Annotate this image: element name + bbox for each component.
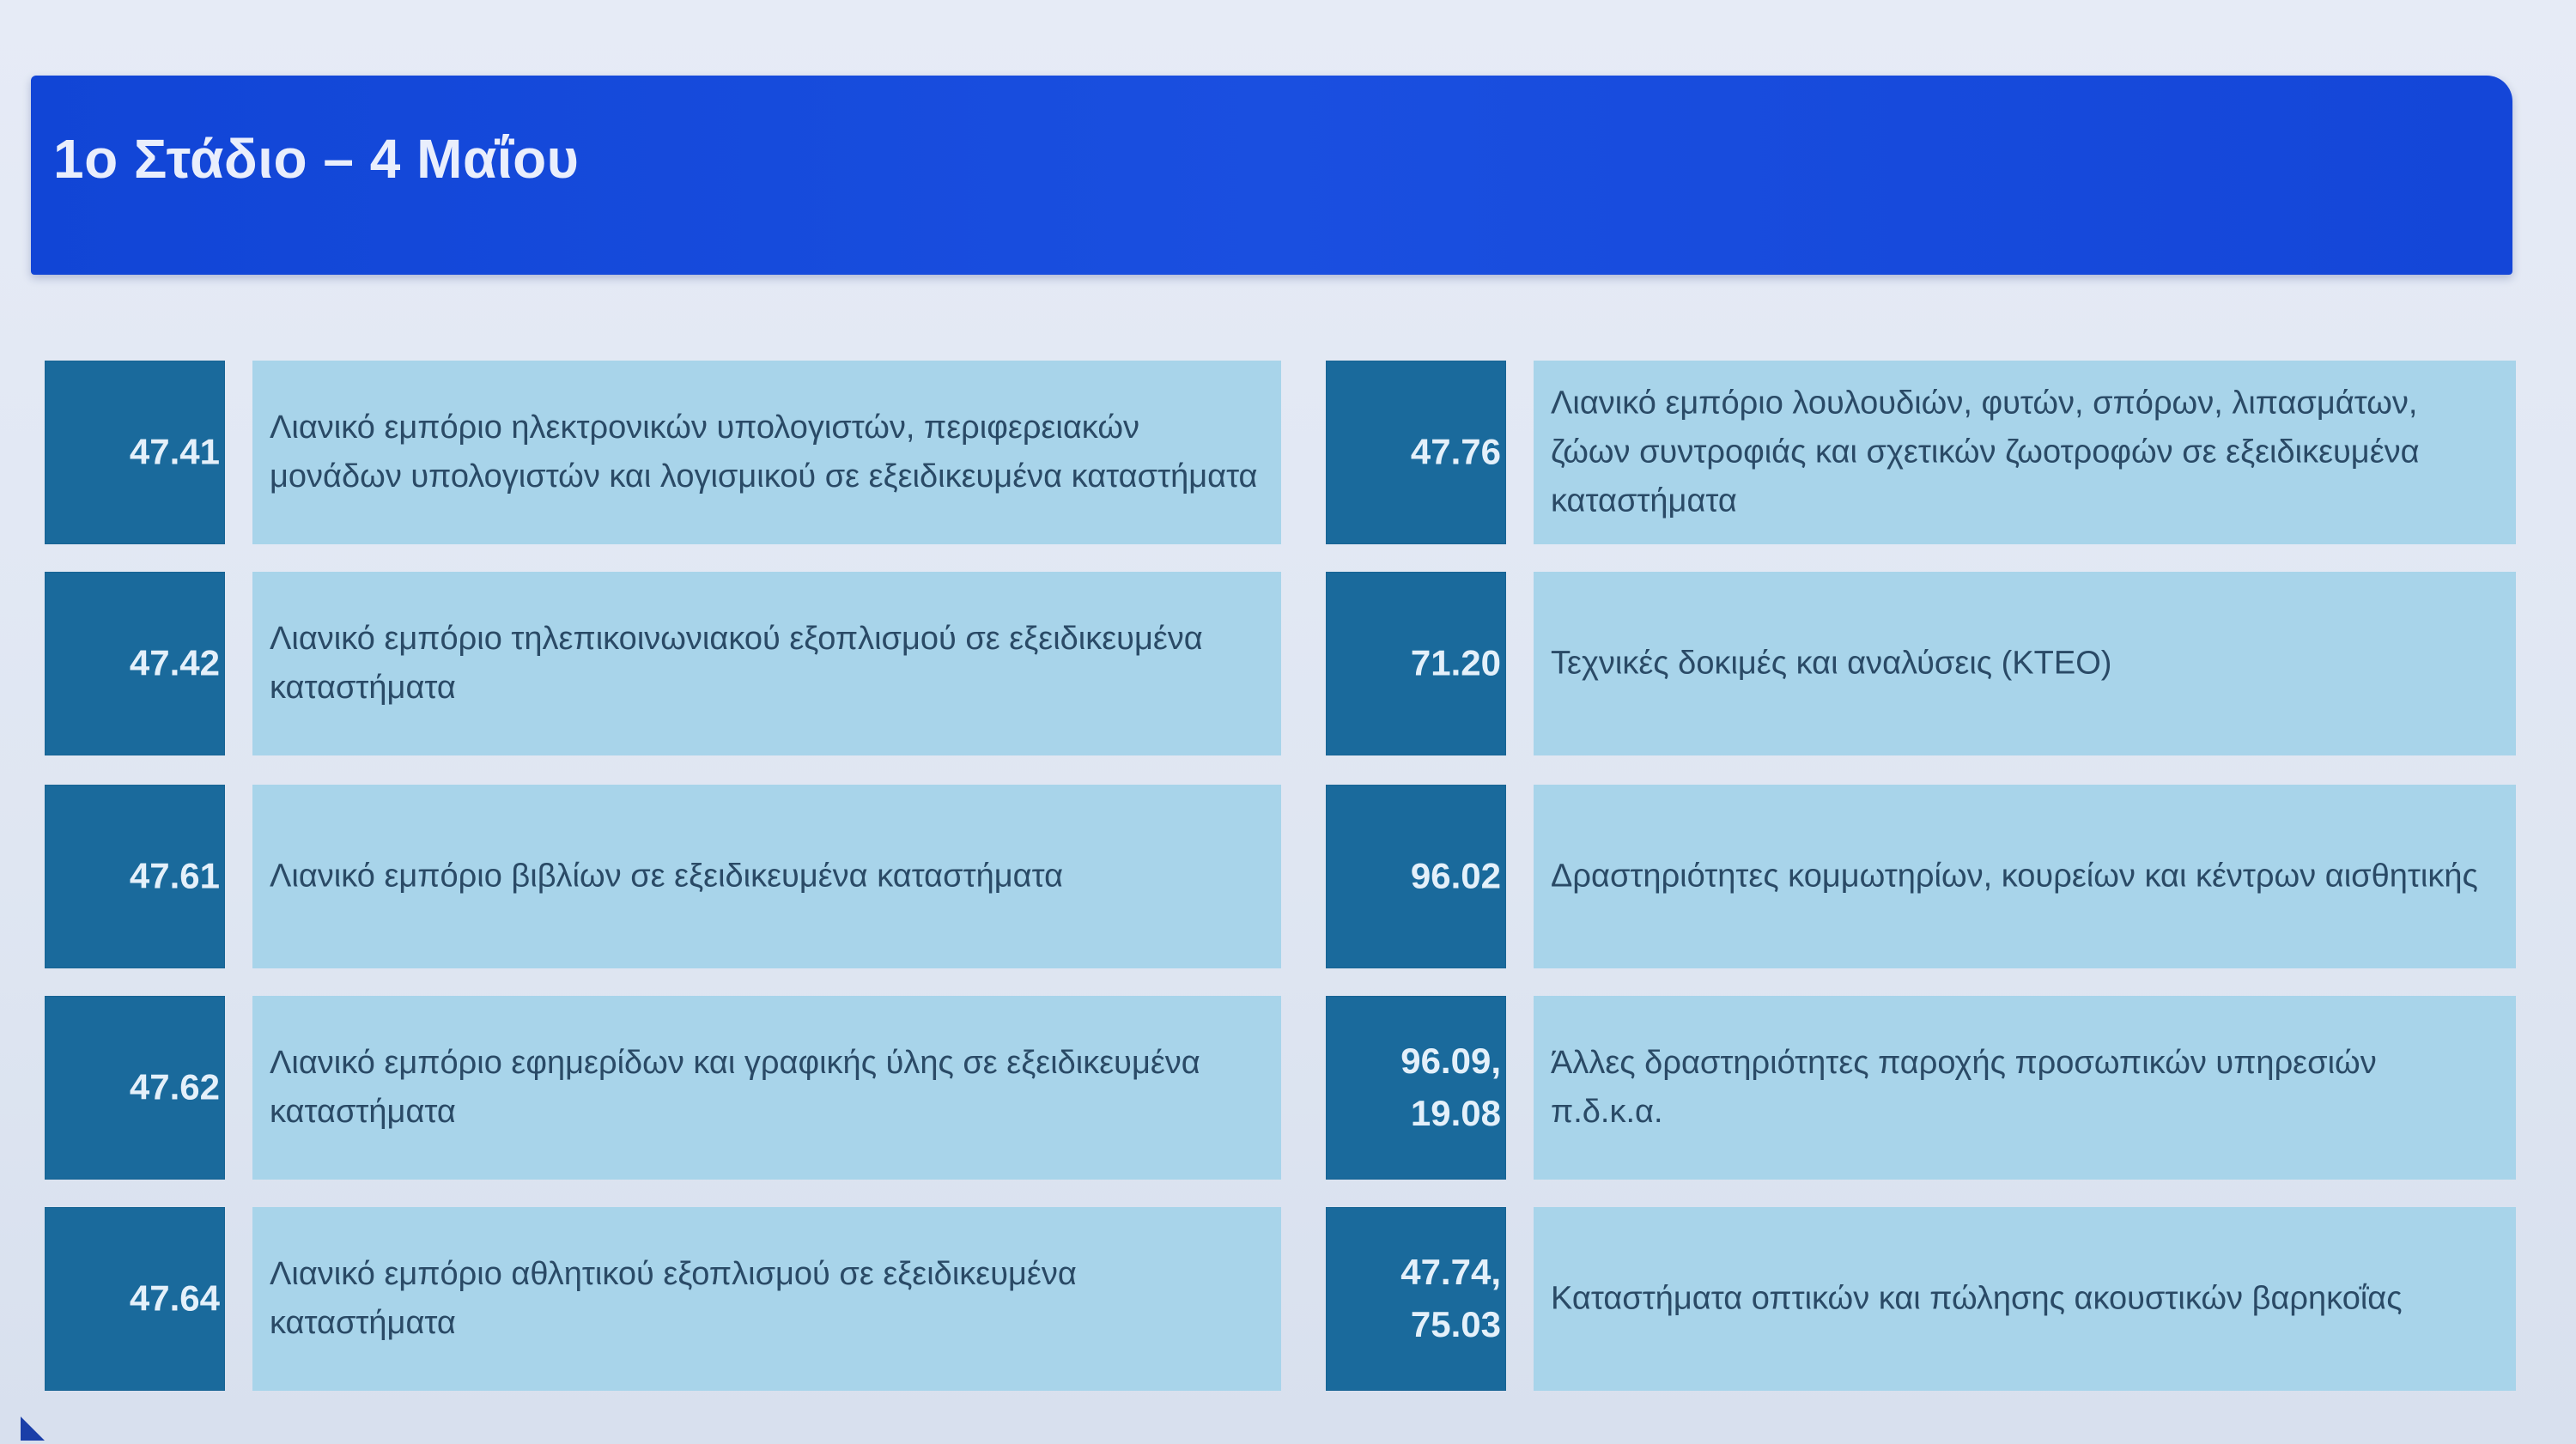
activity-code-line: 96.09, <box>1400 1041 1501 1082</box>
activity-code-box <box>1326 785 1506 968</box>
activity-code-line: 47.74, <box>1400 1252 1501 1293</box>
activity-description: Λιανικό εμπόριο εφημερίδων και γραφικής ύλης σε εξειδικευμένα καταστήματα <box>270 1045 1200 1130</box>
activity-description-box <box>252 1207 1281 1391</box>
activity-code-box <box>1326 572 1506 755</box>
activity-code: 47.62 <box>129 1066 220 1107</box>
activity-code: 47.64 <box>129 1277 220 1319</box>
activity-description: Άλλες δραστηριότητες παροχής προσωπικών υπηρεσιών π.δ.κ.α. <box>1551 1045 2377 1130</box>
activity-description-box <box>252 996 1281 1180</box>
activity-code: 47.61 <box>129 855 220 896</box>
activity-description-box <box>252 785 1281 968</box>
activity-description: Τεχνικές δοκιμές και αναλύσεις (ΚΤΕΟ) <box>1551 645 2112 682</box>
activity-description: Λιανικό εμπόριο τηλεπικοινωνιακού εξοπλισμού σε εξειδικευμένα καταστήματα <box>270 621 1203 706</box>
activity-description-box <box>1534 1207 2516 1391</box>
activity-code: 47.42 <box>129 642 220 683</box>
activity-description-box <box>252 361 1281 544</box>
activity-code <box>1400 1035 1501 1140</box>
activity-description-box <box>1534 572 2516 755</box>
activity-description: Λιανικό εμπόριο βιβλίων σε εξειδικευμένα καταστήματα <box>270 858 1064 895</box>
activity-code: 47.41 <box>129 431 220 472</box>
activity-code-box <box>1326 996 1506 1180</box>
activity-code-box <box>45 361 225 544</box>
activity-description: Λιανικό εμπόριο ηλεκτρονικών υπολογιστών, περιφερειακών μονάδων υπολογιστών και λογισμικού σε εξειδικευμένα καταστήματα <box>270 410 1258 494</box>
activity-description: Λιανικό εμπόριο αθλητικού εξοπλισμού σε εξειδικευμένα καταστήματα <box>270 1256 1077 1341</box>
activity-description-box <box>1534 996 2516 1180</box>
activity-code-box <box>1326 1207 1506 1391</box>
activity-description: Λιανικό εμπόριο λουλουδιών, φυτών, σπόρων, λιπασμάτων, ζώων συντροφιάς και σχετικών ζωοτροφών σε εξειδικευμένα καταστήματα <box>1551 385 2420 519</box>
activity-code-line: 75.03 <box>1410 1304 1501 1344</box>
activity-description-box <box>1534 785 2516 968</box>
activity-code-line: 19.08 <box>1410 1093 1501 1133</box>
activity-code-box <box>1326 361 1506 544</box>
activity-code <box>1400 1247 1501 1351</box>
corner-triangle-icon <box>21 1417 45 1441</box>
activity-description: Δραστηριότητες κομμωτηρίων, κουρείων και κέντρων αισθητικής <box>1551 858 2478 895</box>
activity-description-box <box>252 572 1281 755</box>
activity-code-box <box>45 572 225 755</box>
activity-description: Καταστήματα οπτικών και πώλησης ακουστικών βαρηκοΐας <box>1551 1280 2403 1317</box>
activity-code-box <box>45 785 225 968</box>
slide-title: 1ο Στάδιο – 4 Μαΐου <box>53 128 580 190</box>
activity-code: 47.76 <box>1410 431 1501 472</box>
activity-code: 71.20 <box>1410 642 1501 683</box>
activity-code: 96.02 <box>1410 855 1501 896</box>
activity-description-box <box>1534 361 2516 544</box>
activity-code-box <box>45 1207 225 1391</box>
activity-code-box <box>45 996 225 1180</box>
